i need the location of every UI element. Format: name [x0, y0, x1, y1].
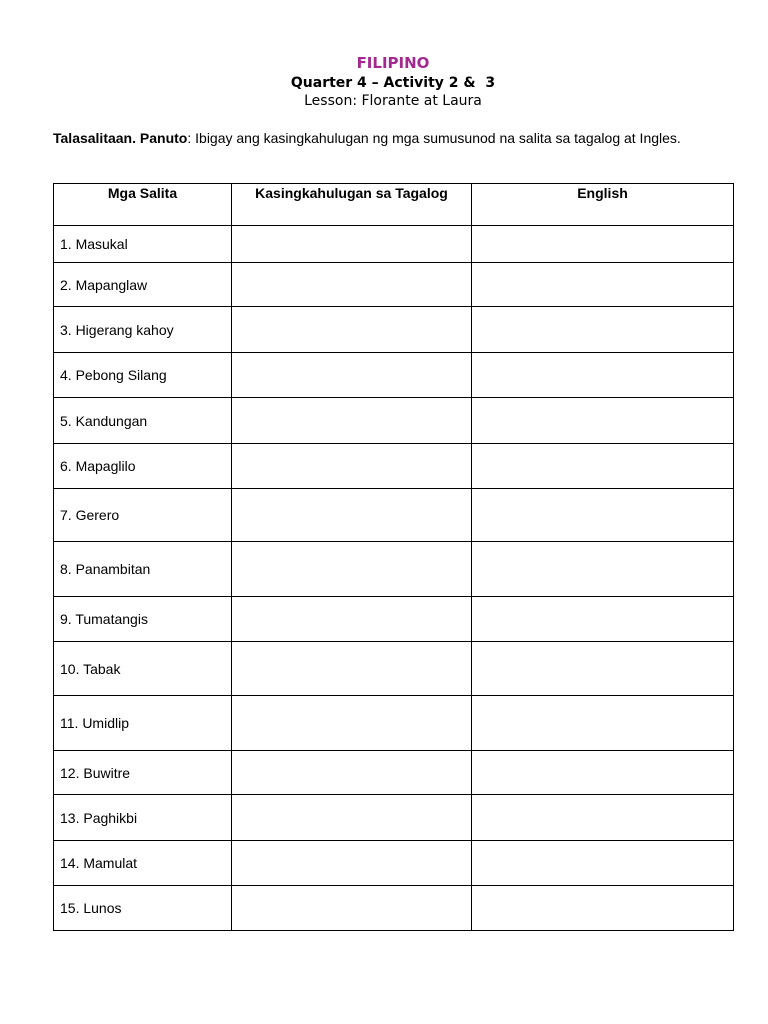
page-title: FILIPINO — [356, 54, 430, 72]
table-row — [54, 444, 734, 489]
table-row — [54, 226, 734, 263]
english-answer-cell[interactable] — [472, 398, 734, 444]
word-cell: 4. Pebong Silang — [54, 353, 232, 398]
english-answer-cell[interactable] — [472, 444, 734, 489]
english-answer-cell[interactable] — [472, 841, 734, 886]
english-answer-cell[interactable] — [472, 542, 734, 597]
tagalog-answer-cell[interactable] — [232, 398, 472, 444]
instruction-text — [53, 129, 753, 147]
english-answer-cell[interactable] — [472, 353, 734, 398]
tagalog-answer-cell[interactable] — [232, 841, 472, 886]
table-row — [54, 795, 734, 841]
tagalog-answer-cell[interactable] — [232, 444, 472, 489]
english-answer-cell[interactable] — [472, 597, 734, 642]
table-row — [54, 263, 734, 307]
english-answer-cell[interactable] — [472, 696, 734, 751]
english-answer-cell[interactable] — [472, 226, 734, 263]
page-subtitle: Quarter 4 – Activity 2 & 3 — [290, 75, 496, 91]
word-cell: 3. Higerang kahoy — [54, 307, 232, 353]
instruction-label-panuto: Panuto — [139, 130, 188, 146]
table-row — [54, 307, 734, 353]
table-row — [54, 886, 734, 931]
tagalog-answer-cell[interactable] — [232, 226, 472, 263]
word-cell: 13. Paghikbi — [54, 795, 232, 841]
table-row — [54, 597, 734, 642]
column-header-english: English — [472, 184, 734, 226]
tagalog-answer-cell[interactable] — [232, 353, 472, 398]
tagalog-answer-cell[interactable] — [232, 696, 472, 751]
word-cell: 9. Tumatangis — [54, 597, 232, 642]
table-row — [54, 696, 734, 751]
word-cell: 12. Buwitre — [54, 751, 232, 795]
word-cell: 6. Mapaglilo — [54, 444, 232, 489]
word-cell: 5. Kandungan — [54, 398, 232, 444]
word-cell: 14. Mamulat — [54, 841, 232, 886]
table-row — [54, 642, 734, 696]
table-header-row — [54, 184, 734, 226]
table-row — [54, 841, 734, 886]
english-answer-cell[interactable] — [472, 489, 734, 542]
tagalog-answer-cell[interactable] — [232, 597, 472, 642]
english-answer-cell[interactable] — [472, 307, 734, 353]
english-answer-cell[interactable] — [472, 886, 734, 931]
word-cell: 1. Masukal — [54, 226, 232, 263]
tagalog-answer-cell[interactable] — [232, 307, 472, 353]
tagalog-answer-cell[interactable] — [232, 642, 472, 696]
lesson-title: Lesson: Florante at Laura — [304, 93, 482, 109]
column-header-mga-salita: Mga Salita — [54, 184, 232, 226]
tagalog-answer-cell[interactable] — [232, 795, 472, 841]
column-header-kasingkahulugan: Kasingkahulugan sa Tagalog — [232, 184, 472, 226]
tagalog-answer-cell[interactable] — [232, 489, 472, 542]
word-cell: 2. Mapanglaw — [54, 263, 232, 307]
english-answer-cell[interactable] — [472, 642, 734, 696]
word-cell: 15. Lunos — [54, 886, 232, 931]
table-row — [54, 353, 734, 398]
table-row — [54, 542, 734, 597]
word-cell: 10. Tabak — [54, 642, 232, 696]
vocabulary-table — [53, 183, 734, 931]
english-answer-cell[interactable] — [472, 751, 734, 795]
english-answer-cell[interactable] — [472, 795, 734, 841]
instruction-label-talasalitaan: Talasalitaan. — [53, 130, 137, 146]
tagalog-answer-cell[interactable] — [232, 751, 472, 795]
tagalog-answer-cell[interactable] — [232, 886, 472, 931]
word-cell: 11. Umidlip — [54, 696, 232, 751]
table-row — [54, 489, 734, 542]
word-cell: 8. Panambitan — [54, 542, 232, 597]
english-answer-cell[interactable] — [472, 263, 734, 307]
tagalog-answer-cell[interactable] — [232, 542, 472, 597]
table-row — [54, 751, 734, 795]
table-row — [54, 398, 734, 444]
instruction-body: : Ibigay ang kasingkahulugan ng mga sumusunod na salita sa tagalog at Ingles. — [187, 130, 681, 146]
word-cell: 7. Gerero — [54, 489, 232, 542]
tagalog-answer-cell[interactable] — [232, 263, 472, 307]
